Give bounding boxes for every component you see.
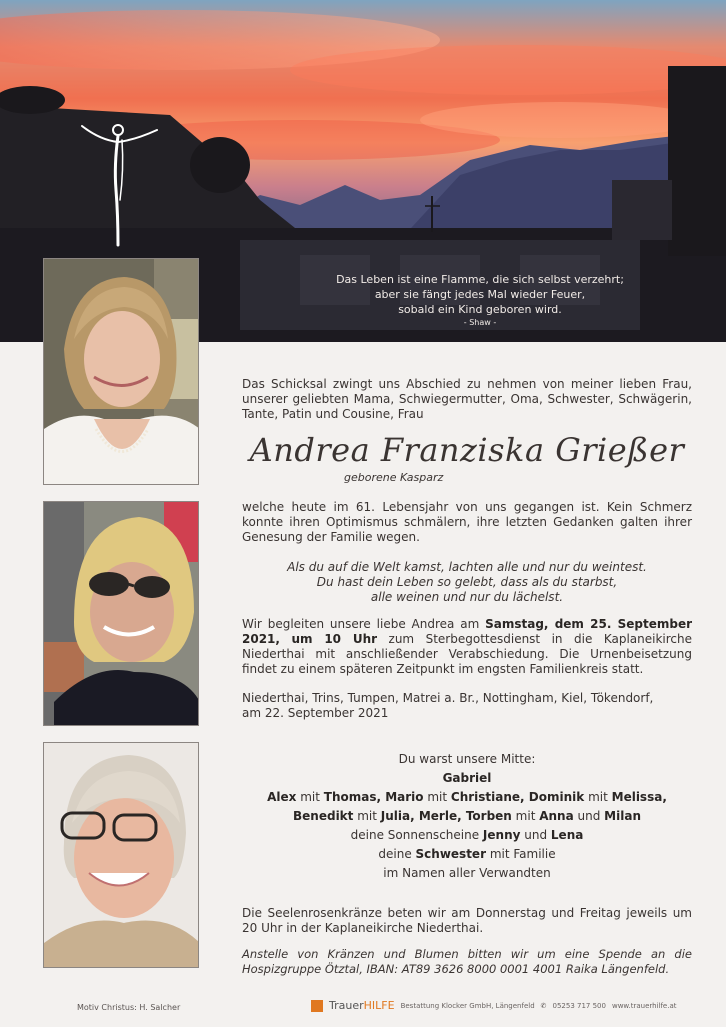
quote-author: - Shaw - <box>463 318 497 327</box>
mourner-connector: mit <box>296 790 324 804</box>
maiden-name: geborene Kasparz <box>344 471 444 484</box>
service-date: Samstag, dem 25. September 2021, <box>242 617 692 646</box>
company-web[interactable]: www.trauerhilfe.at <box>611 1001 677 1010</box>
husband-name: Gabriel <box>442 771 492 785</box>
mourner-connector: mit <box>423 790 451 804</box>
mourner-connector: deine <box>378 847 416 861</box>
mourner-name: Schwester <box>415 847 486 861</box>
donation-text: Anstelle von Kränzen und Blumen bitten wir um eine Spende an die Hospizgruppe Ötztal, IBAN: AT89 3626 8000 0001 4001 Raika Längenfeld. <box>242 947 692 976</box>
mourner-name: Thomas, Mario <box>323 790 424 804</box>
service-time: um 10 Uhr <box>291 632 378 646</box>
mourner-name: Anna <box>539 809 574 823</box>
mourner-name: Lena <box>550 828 584 842</box>
company-name: Bestattung Klocker GmbH, Längenfeld <box>400 1001 535 1010</box>
mourners-relatives: im Namen aller Verwandten <box>383 866 551 880</box>
quote-line: sobald ein Kind geboren wird. <box>398 303 562 316</box>
mourner-name: Christiane, Dominik <box>450 790 585 804</box>
portrait-photo-3 <box>43 742 199 968</box>
logo-part-a: Trauer <box>329 999 364 1012</box>
logo-text <box>329 999 395 1012</box>
mourner-connector: und <box>520 828 551 842</box>
after-name-text: welche heute im 61. Lebensjahr von uns gegangen ist. Kein Schmerz konnte ihren Optimismus schmälern, ihre letzten Gedanken galten ihrer Genesung der Familie wegen. <box>242 500 692 544</box>
logo-part-b: HILFE <box>363 999 395 1012</box>
places-dateline <box>242 691 692 721</box>
husband <box>242 769 692 788</box>
quote-line: aber sie fängt jedes Mal wieder Feuer, <box>374 288 586 301</box>
dateline: am 22. September 2021 <box>242 706 389 720</box>
mourners <box>242 750 692 883</box>
mourner-name: Alex <box>267 790 297 804</box>
phone-icon: ✆ <box>540 1001 547 1010</box>
mourner-connector: deine Sonnenscheine <box>350 828 483 842</box>
mourners-line-children <box>242 788 692 807</box>
mourner-connector: und <box>573 809 605 823</box>
footer-company <box>311 999 677 1012</box>
poem-line: Du hast dein Leben so gelebt, dass als du starbst, <box>316 575 618 589</box>
deceased-name: Andrea Franziska Grießer <box>249 431 685 469</box>
poem <box>242 560 692 605</box>
mourner-name: Benedikt <box>293 809 354 823</box>
mourner-name: Julia, Merle, Torben <box>380 809 512 823</box>
mourners-line-sunshines <box>242 826 692 845</box>
mourner-name: Milan <box>604 809 641 823</box>
footer-credit: Motiv Christus: H. Salcher <box>77 1003 181 1012</box>
service-pre: Wir begleiten unsere liebe Andrea am <box>242 617 486 631</box>
trauerhilfe-logo-icon <box>311 1000 323 1012</box>
mourners-line-grandchildren <box>242 807 692 826</box>
service-text <box>242 617 692 677</box>
rosary-text: Die Seelenrosenkränze beten wir am Donnerstag und Freitag jeweils um 20 Uhr in der Kaplaneikirche Niederthai. <box>242 906 692 935</box>
mourner-connector: mit <box>511 809 540 823</box>
deceased-name-block <box>242 432 692 468</box>
mourner-connector: mit <box>584 790 612 804</box>
intro-text: Das Schicksal zwingt uns Abschied zu nehmen von meiner lieben Frau, unserer geliebten Mama, Schwiegermutter, Oma, Schwester, Schwägerin, Tante, Patin und Cousine, Frau <box>242 377 692 421</box>
portrait-photo-1 <box>43 258 199 485</box>
poem-line: alle weinen und nur du lächelst. <box>370 590 564 604</box>
service-post: zum Sterbegottesdienst in die Kaplaneikirche Niederthai mit anschließender Verabschiedung. Die Urnenbeisetzung findet zu einem späteren Zeitpunkt im engsten Familienkreis statt. <box>242 632 692 676</box>
mourner-connector: mit <box>353 809 381 823</box>
portrait-photo-2 <box>43 501 199 726</box>
mourners-line-sister <box>242 845 692 864</box>
mourner-name: Melissa, <box>611 790 667 804</box>
hero-quote <box>300 272 660 328</box>
mourner-connector: mit Familie <box>486 847 556 861</box>
mourners-heading: Du warst unsere Mitte: <box>398 752 536 766</box>
mourner-name: Jenny <box>482 828 521 842</box>
places: Niederthai, Trins, Tumpen, Matrei a. Br., Nottingham, Kiel, Tökendorf, <box>242 691 654 705</box>
poem-line: Als du auf die Welt kamst, lachten alle und nur du weintest. <box>287 560 647 574</box>
company-phone: 05253 717 500 <box>552 1001 606 1010</box>
quote-line: Das Leben ist eine Flamme, die sich selbst verzehrt; <box>336 273 624 286</box>
